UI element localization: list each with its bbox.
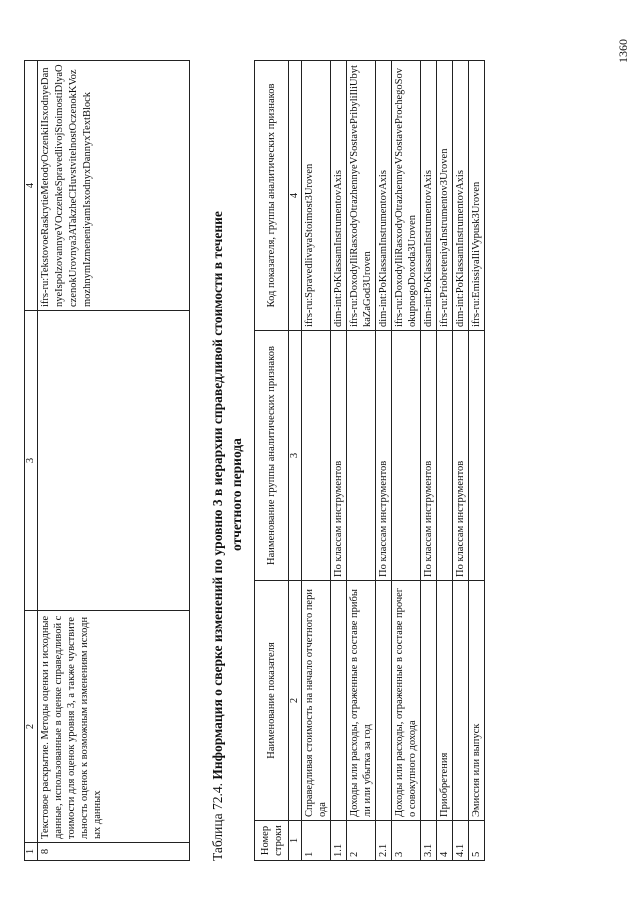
col-number: 3 [289, 331, 302, 581]
row-number: 2 [347, 821, 376, 861]
header-cell: Номер строки [255, 821, 289, 861]
indicator-code: ifrs-ru:PriobreteniyaInstrumentov3Uroven [437, 61, 453, 331]
indicator-name: Текстовое раскрытие. Методы оценки и исходные данные, использованные в оценке справедливой стоимости для оценок уровня 3, а также чувствительность оценок к возможным изменениям исходных данных [38, 611, 190, 843]
header-row [255, 61, 289, 861]
table-row [392, 61, 421, 861]
indicator-name [453, 581, 469, 821]
header-cell: Код показателя, группы аналитических признаков [255, 61, 289, 331]
column-number-row [289, 61, 302, 861]
row-number: 1.1 [331, 821, 347, 861]
row-number: 1 [302, 821, 331, 861]
group-name [347, 331, 376, 581]
group-name: По классам инструментов [331, 331, 347, 581]
indicator-name [421, 581, 437, 821]
row-number: 3.1 [421, 821, 437, 861]
table-row [469, 61, 485, 861]
indicator-code: ifrs-ru:EmissiyaIliVypusk3Uroven [469, 61, 485, 331]
caption-title: Информация о сверке изменений по уровню 3 в иерархии справедливой стоимости в течение [210, 211, 225, 780]
page-number: 1360 [616, 39, 630, 63]
group-name [469, 331, 485, 581]
table-row [421, 61, 437, 861]
group-name [302, 331, 331, 581]
col-number: 4 [289, 61, 302, 331]
table-row [331, 61, 347, 861]
row-number: 5 [469, 821, 485, 861]
table-row [437, 61, 453, 861]
row-number: 4.1 [453, 821, 469, 861]
table-row [302, 61, 331, 861]
indicator-code: dim-int:PoKlassamInstrumentovAxis [421, 61, 437, 331]
group-name: По классам инструментов [421, 331, 437, 581]
row-number: 3 [392, 821, 421, 861]
group-name [38, 311, 190, 611]
row-number: 8 [38, 843, 190, 861]
table-row [38, 61, 190, 861]
indicator-code: ifrs-ru:DoxodyIliRasxodyOtrazhennyeVSostaveProchegoSovokupnogoDoxoda3Uroven [392, 61, 421, 331]
table-row [347, 61, 376, 861]
group-name [392, 331, 421, 581]
table-row [376, 61, 392, 861]
header-cell: Наименование показателя [255, 581, 289, 821]
row-number: 2.1 [376, 821, 392, 861]
indicator-name: Справедливая стоимость на начало отчетного периода [302, 581, 331, 821]
indicator-name: Эмиссия или выпуск [469, 581, 485, 821]
indicator-name: Доходы или расходы, отраженные в составе прочего совокупного дохода [392, 581, 421, 821]
level3-reconciliation-table [254, 60, 485, 861]
indicator-name [376, 581, 392, 821]
indicator-code: dim-int:PoKlassamInstrumentovAxis [376, 61, 392, 331]
header-cell: Наименование группы аналитических признаков [255, 331, 289, 581]
rotated-page [18, 25, 638, 885]
group-name: По классам инструментов [453, 331, 469, 581]
table-row [453, 61, 469, 861]
indicator-name [331, 581, 347, 821]
col-number: 1 [289, 821, 302, 861]
indicator-name: Приобретения [437, 581, 453, 821]
group-name: По классам инструментов [376, 331, 392, 581]
indicator-code: dim-int:PoKlassamInstrumentovAxis [331, 61, 347, 331]
row-number: 4 [437, 821, 453, 861]
indicator-name: Доходы или расходы, отраженные в составе прибыли или убытка за год [347, 581, 376, 821]
table-caption [208, 61, 246, 861]
group-name [437, 331, 453, 581]
indicator-code: ifrs-ru:DoxodyIliRasxodyOtrazhennyeVSostavePribyliIliUbytkaZaGod3Uroven [347, 61, 376, 331]
column-number-row [25, 61, 38, 861]
col-number: 3 [25, 311, 38, 611]
caption-title-line2: отчетного периода [229, 438, 244, 551]
col-number: 2 [289, 581, 302, 821]
caption-prefix: Таблица 72.4. [210, 783, 225, 861]
indicator-code: dim-int:PoKlassamInstrumentovAxis [453, 61, 469, 331]
col-number: 2 [25, 611, 38, 843]
continued-table [24, 60, 190, 861]
col-number: 1 [25, 843, 38, 861]
indicator-code: ifrs-ru:TekstovoeRaskrytieMetodyOczenkiIIsxodnyeDannyeIspolzovannyeVOczenkeSpravedlivojStoimostiDlyaOczenokUrovnya3ATakzheCHuvstvitelnostOczenokKVozmozhnymIzmeneniyamIsxodnyxDannyxTextBlock [38, 61, 190, 311]
indicator-code: ifrs-ru:SpravedlivayaStoimost3Uroven [302, 61, 331, 331]
col-number: 4 [25, 61, 38, 311]
